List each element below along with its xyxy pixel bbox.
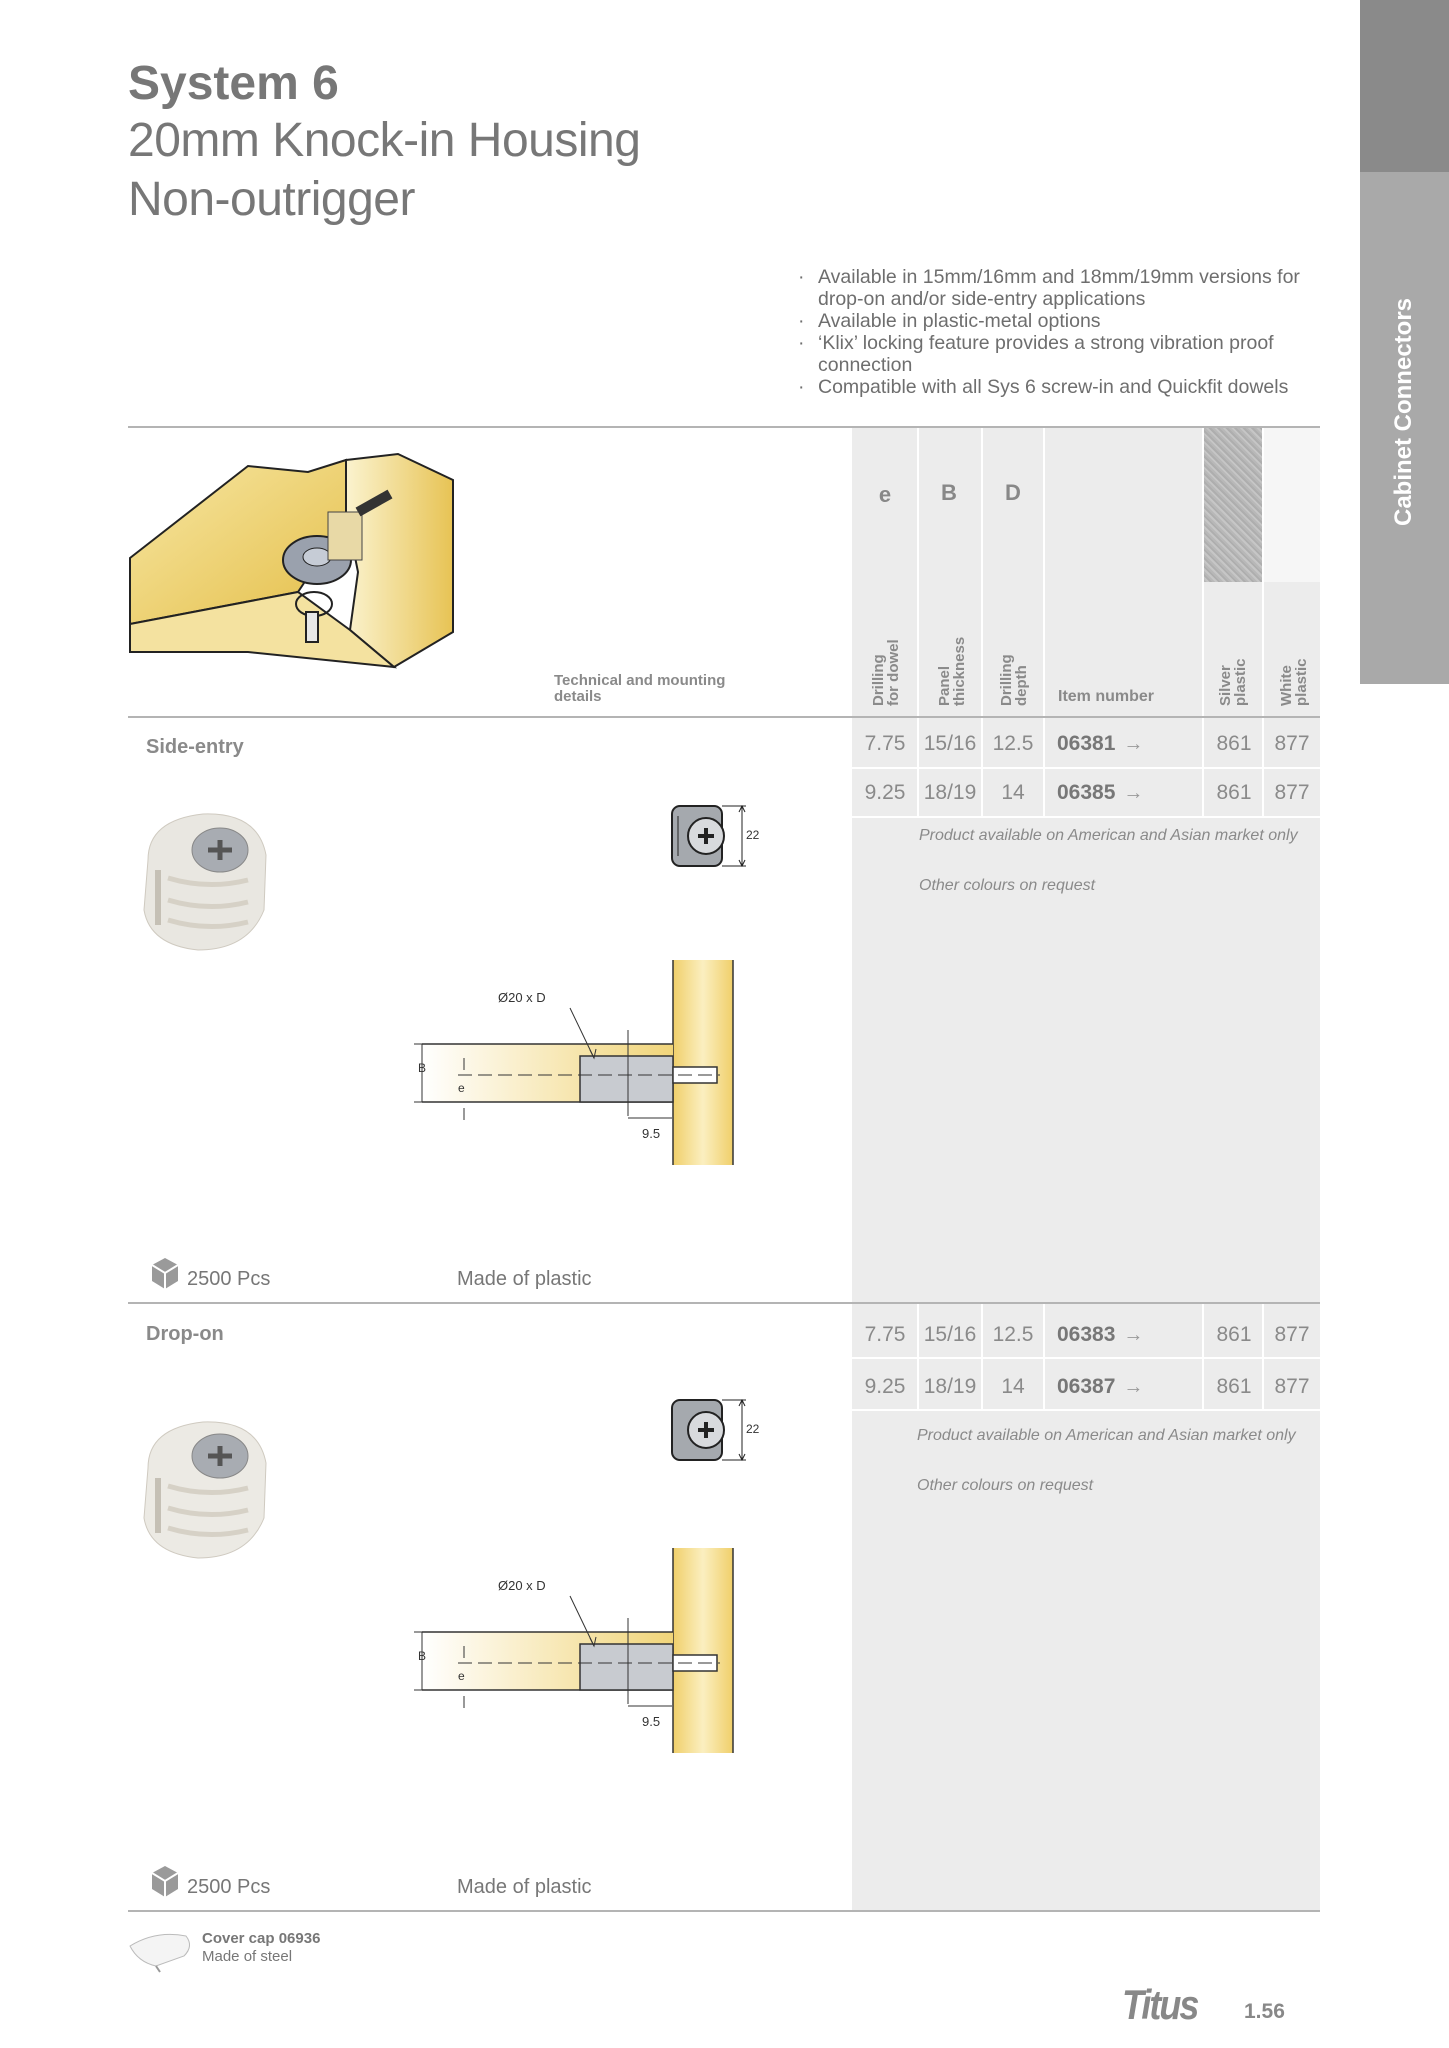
table-row[interactable] (852, 1359, 1320, 1409)
svg-text:B: B (418, 1061, 427, 1075)
product-photo-drop-on (128, 1408, 278, 1568)
cover-cap-title: Cover cap 06936 (202, 1930, 321, 1947)
housing-dimension-drawing (664, 1390, 768, 1470)
cell-white: 877 (1274, 781, 1310, 804)
col-label-silver: Silver plastic (1217, 658, 1249, 706)
cell-white: 877 (1274, 732, 1310, 755)
svg-text:22: 22 (746, 1422, 760, 1436)
cell-D: 14 (1001, 781, 1025, 804)
white-swatch (1264, 428, 1320, 582)
page-subtitle-1: 20mm Knock-in Housing (128, 114, 641, 167)
cell-D: 14 (1001, 1375, 1025, 1398)
header-e: e (878, 482, 892, 507)
housing-dimension-drawing (664, 796, 768, 876)
material-label: Made of plastic (457, 1876, 592, 1898)
col-label-item-number: Item number (1058, 688, 1155, 705)
side-tab[interactable] (1360, 172, 1449, 684)
svg-text:Ø20 x D: Ø20 x D (498, 1578, 546, 1593)
cell-e: 7.75 (864, 1323, 906, 1346)
cell-D: 12.5 (992, 732, 1034, 755)
cell-B: 18/19 (923, 781, 977, 804)
package-quantity: 2500 Pcs (187, 1876, 271, 1898)
svg-text:9.5: 9.5 (642, 1126, 661, 1141)
cell-white: 877 (1274, 1323, 1310, 1346)
cell-D: 12.5 (992, 1323, 1034, 1346)
cross-section-drawing-side-entry (410, 958, 750, 1168)
cover-cap-material: Made of steel (202, 1948, 293, 1965)
cell-item-number[interactable]: 06383 → (1057, 1323, 1144, 1346)
arrow-icon[interactable]: → (1123, 782, 1144, 804)
table-row[interactable] (852, 769, 1320, 817)
header-D: D (1005, 480, 1021, 505)
feature-list (798, 266, 1338, 398)
box-icon (150, 1864, 180, 1900)
product-photo-side-entry (128, 800, 278, 960)
col-label-panel-thickness: Panel thickness (936, 636, 968, 706)
cell-B: 15/16 (923, 1323, 977, 1346)
svg-text:e: e (458, 1669, 465, 1683)
page-subtitle-2: Non-outrigger (128, 173, 415, 226)
table-row[interactable] (852, 719, 1320, 767)
table-row[interactable] (852, 1305, 1320, 1355)
side-tab-top (1360, 0, 1449, 172)
availability-note: Product available on American and Asian market only (917, 1427, 1296, 1444)
colours-note: Other colours on request (919, 877, 1096, 894)
cell-item-number[interactable]: 06387 → (1057, 1375, 1144, 1398)
svg-text:9.5: 9.5 (642, 1714, 661, 1729)
arrow-icon[interactable]: → (1123, 1376, 1144, 1398)
cross-section-drawing-drop-on (410, 1546, 750, 1756)
cell-silver: 861 (1216, 781, 1252, 804)
page-title: System 6 (128, 57, 339, 110)
arrow-icon[interactable]: → (1123, 1324, 1144, 1346)
divider (128, 1302, 1320, 1304)
package-quantity: 2500 Pcs (187, 1268, 271, 1290)
cell-item-number[interactable]: 06381 → (1057, 732, 1144, 755)
cell-B: 18/19 (923, 1375, 977, 1398)
mounting-illustration (128, 452, 468, 674)
arrow-icon[interactable]: → (1123, 733, 1144, 755)
feature-item: · ‘Klix’ locking feature provides a strong vibration proof connection (798, 332, 1338, 376)
spec-table-bg (852, 428, 1320, 1911)
divider (128, 1910, 1320, 1912)
cell-e: 7.75 (864, 732, 906, 755)
header-B: B (941, 480, 957, 505)
side-tab-label: Cabinet Connectors (1390, 297, 1417, 527)
svg-text:e: e (458, 1081, 465, 1095)
cell-white: 877 (1274, 1375, 1310, 1398)
svg-text:Ø20 x D: Ø20 x D (498, 990, 546, 1005)
cell-B: 15/16 (923, 732, 977, 755)
silver-swatch (1204, 428, 1262, 582)
page-number: 1.56 (1244, 2000, 1285, 2023)
material-label: Made of plastic (457, 1268, 592, 1290)
colours-note: Other colours on request (917, 1477, 1094, 1494)
svg-text:22: 22 (746, 828, 760, 842)
brand-logo: Titus (1122, 1980, 1198, 2028)
cell-silver: 861 (1216, 732, 1252, 755)
row-divider (852, 1409, 1320, 1411)
tech-details-label: Technical and mounting details (554, 672, 726, 705)
section-label-drop-on: Drop-on (146, 1323, 224, 1345)
box-icon (150, 1256, 180, 1292)
feature-item: · Available in 15mm/16mm and 18mm/19mm versions for drop-on and/or side-entry applications (798, 266, 1338, 310)
svg-text:B: B (418, 1649, 427, 1663)
availability-note: Product available on American and Asian market only (919, 827, 1298, 844)
cell-e: 9.25 (864, 781, 906, 804)
cell-silver: 861 (1216, 1375, 1252, 1398)
cover-cap-image (126, 1926, 196, 1974)
row-divider (852, 816, 1320, 818)
cell-item-number[interactable]: 06385 → (1057, 781, 1144, 804)
divider (128, 716, 1320, 718)
feature-item: · Available in plastic-metal options (798, 310, 1338, 332)
cell-silver: 861 (1216, 1323, 1252, 1346)
cell-e: 9.25 (864, 1375, 906, 1398)
col-label-drilling-depth: Drilling depth (998, 654, 1030, 706)
section-label-side-entry: Side-entry (146, 736, 244, 758)
col-label-white: White plastic (1278, 658, 1310, 706)
col-label-drilling-dowel: Drilling for dowel (870, 639, 902, 706)
feature-item: · Compatible with all Sys 6 screw-in and Quickfit dowels (798, 376, 1338, 398)
